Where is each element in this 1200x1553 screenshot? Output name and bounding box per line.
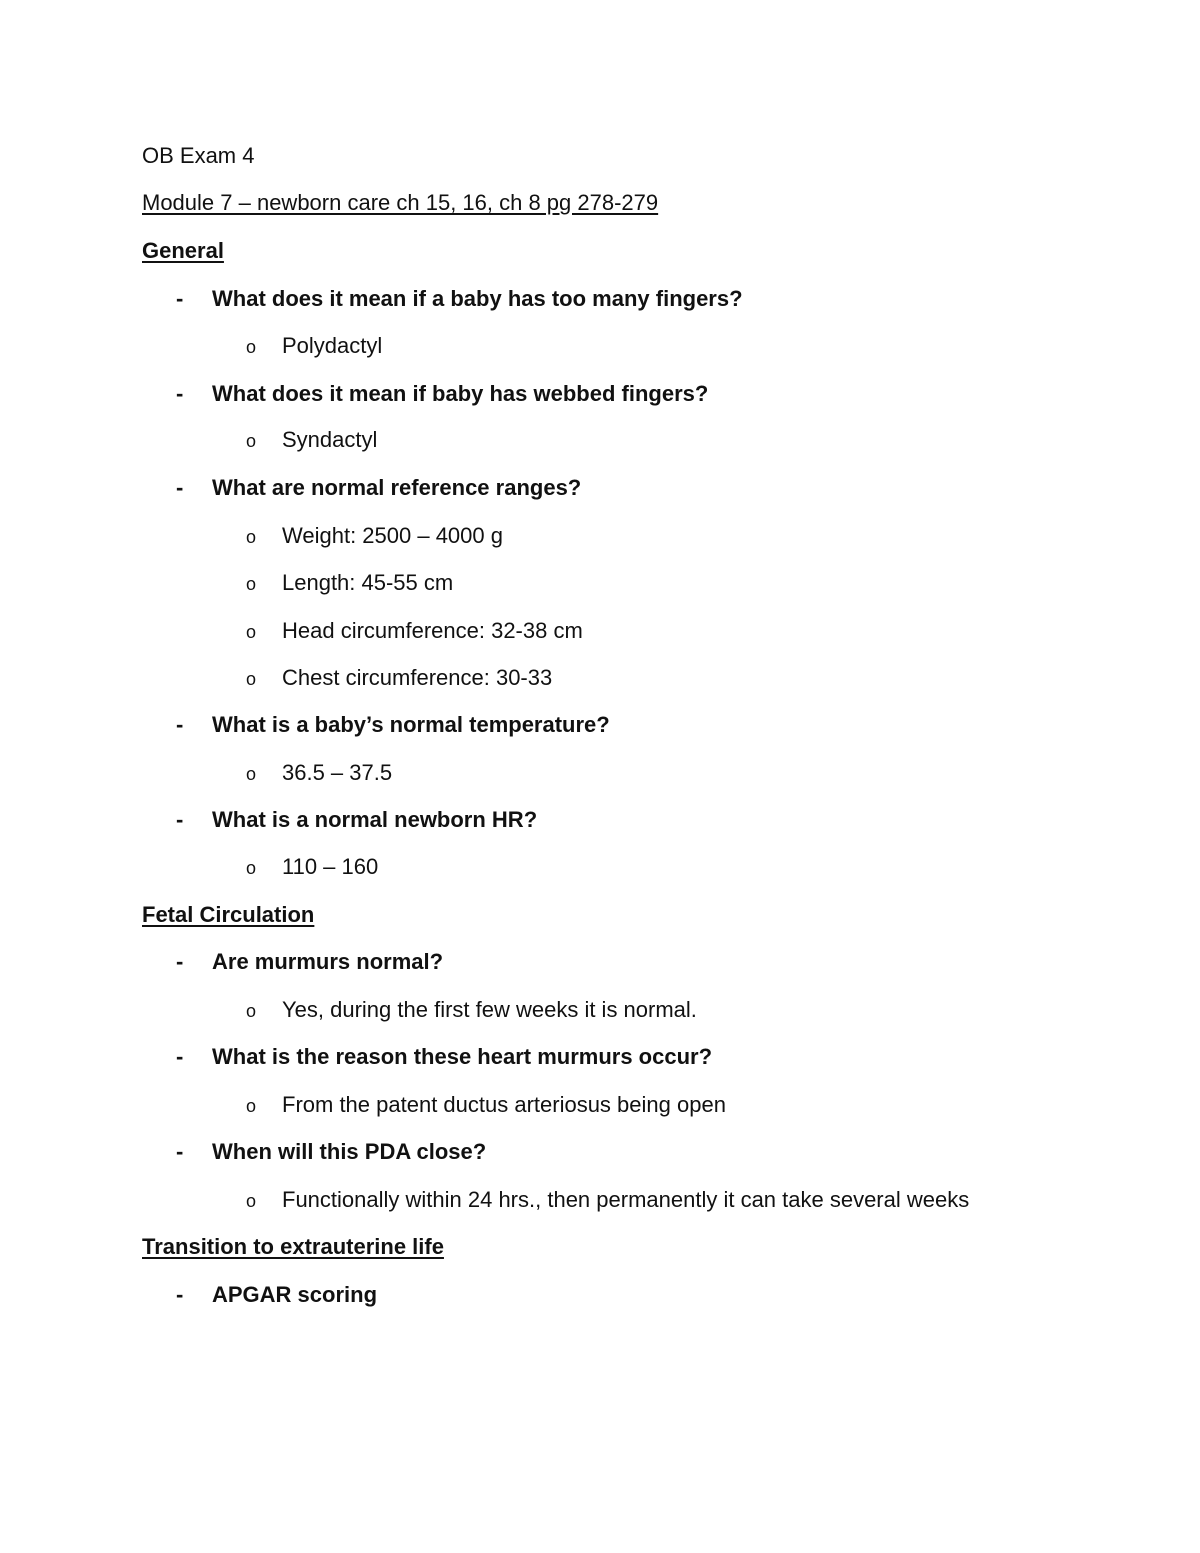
question-item [176,1043,712,1071]
dash-bullet: - [176,712,184,737]
answer-item [246,617,583,646]
dash-bullet: - [176,1282,184,1307]
circle-bullet: o [246,1096,257,1116]
dash-bullet: - [176,475,184,500]
section-heading-general: General [142,238,224,263]
answer-text: Polydactyl [282,333,383,358]
answer-item [246,996,697,1025]
question-text: APGAR scoring [212,1282,378,1307]
section-heading-transition: Transition to extrauterine life [142,1234,444,1259]
answer-text: Weight: 2500 – 4000 g [282,523,503,548]
question-item [176,1281,377,1309]
circle-bullet: o [246,574,257,594]
dash-bullet: - [176,286,184,311]
question-text: Are murmurs normal? [212,949,444,974]
answer-item [246,522,503,551]
question-text: What does it mean if a baby has too many fingers? [212,286,743,311]
circle-bullet: o [246,337,257,357]
answer-text: From the patent ductus arteriosus being open [282,1092,726,1117]
answer-text: Yes, during the first few weeks it is normal. [282,997,697,1022]
circle-bullet: o [246,858,257,878]
circle-bullet: o [246,431,257,451]
question-item [176,1138,486,1166]
circle-bullet: o [246,1191,257,1211]
circle-bullet: o [246,669,257,689]
question-item [176,711,610,739]
answer-text: 110 – 160 [282,854,379,879]
answer-text: Length: 45-55 cm [282,570,454,595]
circle-bullet: o [246,527,257,547]
answer-text: 36.5 – 37.5 [282,760,393,785]
question-item [176,948,443,976]
question-item [176,806,537,834]
doc-title: OB Exam 4 [142,143,255,168]
dash-bullet: - [176,1139,184,1164]
dash-bullet: - [176,1044,184,1069]
question-text: What is a normal newborn HR? [212,807,538,832]
answer-text: Chest circumference: 30-33 [282,665,553,690]
answer-item [246,759,392,788]
dash-bullet: - [176,949,184,974]
question-text: When will this PDA close? [212,1139,487,1164]
answer-item [246,332,382,361]
dash-bullet: - [176,381,184,406]
answer-text: Syndactyl [282,427,378,452]
answer-text: Functionally within 24 hrs., then permanently it can take several weeks [282,1187,970,1212]
question-text: What does it mean if baby has webbed fingers? [212,381,709,406]
answer-item [246,664,552,693]
module-heading: Module 7 – newborn care ch 15, 16, ch 8 pg 278-279 [142,190,659,215]
section-heading-fetal-circulation: Fetal Circulation [142,902,315,927]
circle-bullet: o [246,622,257,642]
answer-item [246,1091,726,1120]
question-text: What is a baby’s normal temperature? [212,712,610,737]
answer-text: Head circumference: 32-38 cm [282,618,583,643]
circle-bullet: o [246,1001,257,1021]
dash-bullet: - [176,807,184,832]
answer-item [246,569,453,598]
answer-item [246,426,377,455]
answer-item [246,853,378,882]
question-item [176,285,743,313]
question-text: What is the reason these heart murmurs occur? [212,1044,713,1069]
question-text: What are normal reference ranges? [212,475,582,500]
question-item [176,380,708,408]
answer-item [246,1186,969,1215]
circle-bullet: o [246,764,257,784]
question-item [176,474,581,502]
